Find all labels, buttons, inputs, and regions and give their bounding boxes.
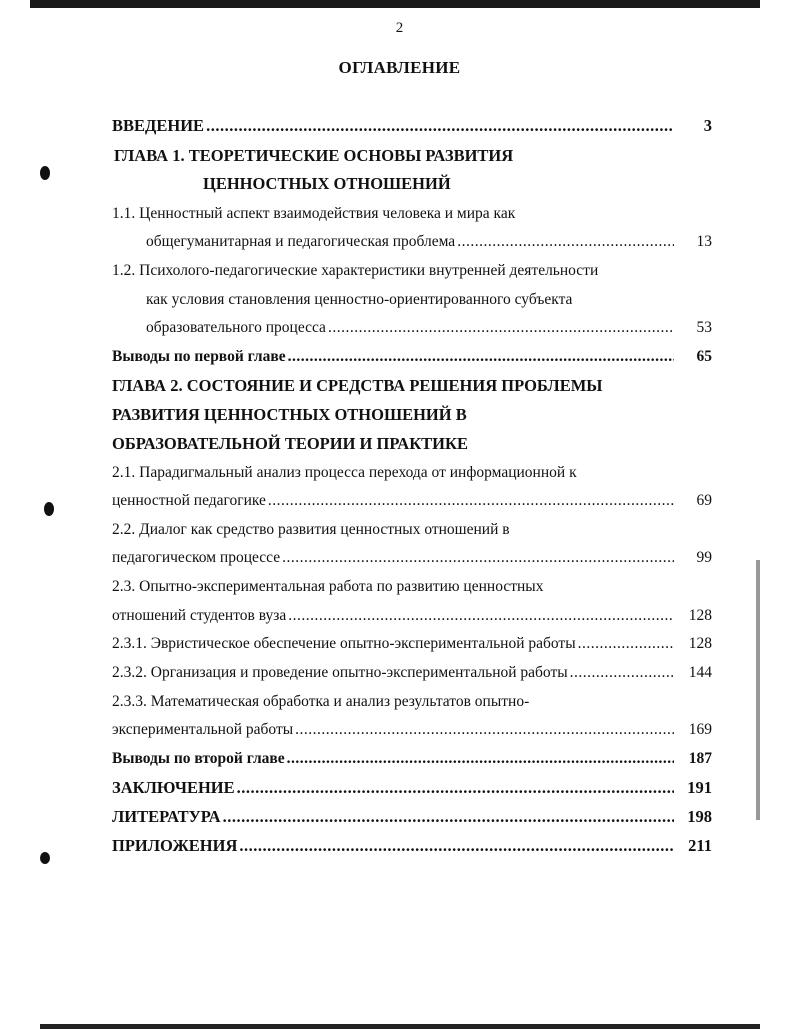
toc-page-number: 211 bbox=[688, 836, 712, 855]
dot-leader bbox=[282, 548, 674, 568]
toc-entry-2-2[interactable] bbox=[112, 548, 712, 568]
toc-entry-1-2[interactable]: 1.2. Психолого-педагогические характеристики внутренней деятельности bbox=[112, 262, 599, 279]
toc-chapter-1-title[interactable]: ЦЕННОСТНЫХ ОТНОШЕНИЙ bbox=[203, 174, 451, 193]
toc-entry-title: образовательного процесса bbox=[146, 319, 326, 336]
page-number: 2 bbox=[395, 20, 404, 36]
toc-chapter-2-title[interactable]: ГЛАВА 2. СОСТОЯНИЕ И СРЕДСТВА РЕШЕНИЯ ПРОБЛЕМЫ bbox=[112, 376, 603, 395]
toc-entry-2-3-1[interactable] bbox=[112, 634, 712, 654]
toc-entry-title: Выводы по первой главе bbox=[112, 348, 286, 365]
scan-edge-top bbox=[30, 0, 760, 8]
toc-page-number: 169 bbox=[688, 721, 712, 738]
toc-entry-2-3-3[interactable]: 2.3.3. Математическая обработка и анализ результатов опытно- bbox=[112, 693, 530, 710]
toc-entry-title: Выводы по второй главе bbox=[112, 750, 285, 767]
toc-entry-title: 2.3.1. Эвристическое обеспечение опытно-экспериментальной работы bbox=[112, 635, 576, 652]
toc-entry-2-3[interactable] bbox=[112, 606, 712, 626]
toc-entry-title: общегуманитарная и педагогическая проблема bbox=[146, 233, 456, 250]
dot-leader bbox=[288, 606, 674, 626]
toc-page-number: 65 bbox=[696, 348, 712, 365]
toc-page-number: 13 bbox=[696, 233, 712, 250]
toc-page-number: 144 bbox=[688, 664, 712, 681]
toc-entry-1-1[interactable] bbox=[146, 232, 712, 252]
toc-entry-title: ПРИЛОЖЕНИЯ bbox=[112, 836, 238, 855]
toc-entry-title: 2.3.2. Организация и проведение опытно-экспериментальной работы bbox=[112, 664, 568, 681]
scan-edge-bottom bbox=[40, 1024, 760, 1029]
toc-page-number: 187 bbox=[688, 750, 712, 767]
punch-hole-mark bbox=[40, 166, 50, 180]
toc-entry-2-3-2[interactable] bbox=[112, 663, 712, 683]
toc-entry-title: отношений студентов вуза bbox=[112, 607, 287, 624]
toc-page-number: 3 bbox=[703, 116, 712, 135]
toc-entry-1-2[interactable] bbox=[146, 318, 712, 338]
toc-page-number: 128 bbox=[688, 607, 712, 624]
toc-entry-2-3[interactable]: 2.3. Опытно-экспериментальная работа по развитию ценностных bbox=[112, 578, 544, 595]
toc-entry-2-1[interactable]: 2.1. Парадигмальный анализ процесса перехода от информационной к bbox=[112, 464, 577, 481]
dot-leader bbox=[578, 634, 674, 654]
toc-chapter-2-title[interactable]: ОБРАЗОВАТЕЛЬНОЙ ТЕОРИИ И ПРАКТИКЕ bbox=[112, 434, 468, 453]
dot-leader bbox=[570, 663, 674, 683]
punch-hole-mark bbox=[44, 502, 54, 516]
toc-entry-1-1[interactable]: 1.1. Ценностный аспект взаимодействия человека и мира как bbox=[112, 205, 516, 222]
toc-entry-2-2[interactable]: 2.2. Диалог как средство развития ценностных отношений в bbox=[112, 521, 510, 538]
toc-entry-conclusion[interactable] bbox=[112, 778, 712, 798]
toc-entry-title: ценностной педагогике bbox=[112, 492, 266, 509]
toc-entry-title: педагогическом процессе bbox=[112, 549, 281, 566]
toc-page-number: 128 bbox=[688, 635, 712, 652]
dot-leader bbox=[206, 116, 674, 136]
toc-entry-conclusions-1[interactable] bbox=[112, 347, 712, 367]
dot-leader bbox=[287, 749, 674, 769]
toc-entry-1-2[interactable]: как условия становления ценностно-ориентированного субъекта bbox=[146, 291, 573, 308]
toc-entry-title: ЛИТЕРАТУРА bbox=[112, 807, 221, 826]
toc-entry-title: экспериментальной работы bbox=[112, 721, 294, 738]
toc-entry-conclusions-2[interactable] bbox=[112, 749, 712, 769]
dot-leader bbox=[328, 318, 674, 338]
toc-entry-intro[interactable] bbox=[112, 116, 712, 136]
dot-leader bbox=[268, 491, 674, 511]
dot-leader bbox=[223, 807, 674, 827]
toc-entry-2-1[interactable] bbox=[112, 491, 712, 511]
toc-page-number: 53 bbox=[696, 319, 712, 336]
toc-entry-2-3-3[interactable] bbox=[112, 720, 712, 740]
toc-entry-appendix[interactable] bbox=[112, 836, 712, 856]
toc-entry-title: ЗАКЛЮЧЕНИЕ bbox=[112, 778, 235, 797]
toc-chapter-1-title[interactable]: ГЛАВА 1. ТЕОРЕТИЧЕСКИЕ ОСНОВЫ РАЗВИТИЯ bbox=[114, 146, 514, 165]
punch-hole-mark bbox=[40, 852, 50, 864]
toc-page-number: 191 bbox=[687, 778, 712, 797]
dot-leader bbox=[295, 720, 674, 740]
dot-leader bbox=[288, 347, 674, 367]
toc-entry-title: ВВЕДЕНИЕ bbox=[112, 116, 205, 135]
scan-edge-right bbox=[756, 560, 760, 820]
dot-leader bbox=[237, 778, 674, 798]
dot-leader bbox=[457, 232, 674, 252]
toc-chapter-2-title[interactable]: РАЗВИТИЯ ЦЕННОСТНЫХ ОТНОШЕНИЙ В bbox=[112, 405, 467, 424]
toc-page-number: 69 bbox=[696, 492, 712, 509]
dot-leader bbox=[239, 836, 674, 856]
toc-entry-literature[interactable] bbox=[112, 807, 712, 827]
toc-page-number: 198 bbox=[687, 807, 712, 826]
toc-page-number: 99 bbox=[696, 549, 712, 566]
page-title: ОГЛАВЛЕНИЕ bbox=[338, 58, 461, 77]
